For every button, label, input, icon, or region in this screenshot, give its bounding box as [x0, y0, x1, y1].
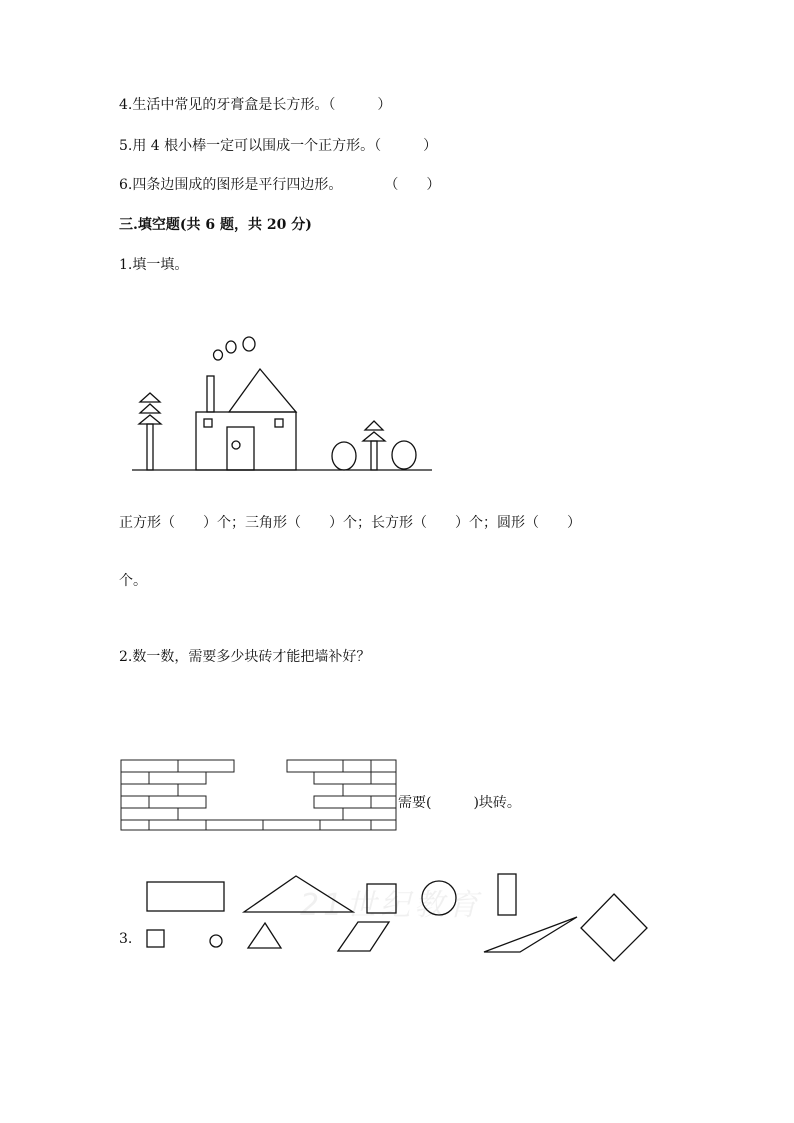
shape-triangle-small [248, 923, 281, 948]
tree-left [139, 393, 161, 470]
door-knob [232, 441, 240, 449]
fill1-prompt: 1.填一填。 [119, 257, 189, 273]
fill1-answer-line1: 正方形（ ）个；三角形（ ）个；长方形（ ）个；圆形（ ） [119, 515, 581, 531]
window-left [204, 419, 212, 427]
shape-triangle-large [244, 876, 353, 912]
question-5: 5.用 4 根小棒一定可以围成一个正方形。（ ） [119, 138, 438, 154]
shape-square-rotated [581, 894, 647, 961]
fill2-answer: 需要( )块砖。 [398, 795, 521, 811]
tree-right [363, 421, 385, 470]
question-4: 4.生活中常见的牙膏盒是长方形。（ ） [119, 97, 392, 113]
house-scene-figure [130, 330, 440, 480]
window-right [275, 419, 283, 427]
shape-rectangle-tall [498, 874, 516, 915]
fill2-prompt: 2.数一数，需要多少块砖才能把墙补好？ [119, 649, 371, 665]
shape-parallelogram [338, 922, 389, 951]
smoke-circle-small [214, 350, 223, 360]
shape-square-small [147, 930, 164, 947]
smoke-circle-large [243, 337, 255, 351]
door [227, 427, 254, 470]
chimney [207, 376, 214, 412]
fill3-number: 3. [119, 931, 133, 947]
bush-left [332, 442, 356, 470]
question-6: 6.四条边围成的图形是平行四边形。 （ ） [119, 177, 441, 193]
watermark: 21世纪教育 [300, 888, 483, 923]
shape-circle-large [422, 881, 456, 915]
roof-triangle [229, 369, 296, 412]
shapes-figure [140, 868, 655, 968]
section-heading: 三.填空题(共 6 题，共 20 分) [119, 217, 312, 233]
shape-triangle-obtuse [484, 917, 577, 952]
shape-rectangle-wide [147, 882, 224, 911]
bush-right [392, 441, 416, 469]
smoke-circle-medium [226, 341, 236, 353]
shape-square-medium [367, 884, 396, 913]
shape-circle-small [210, 935, 222, 947]
fill1-answer-line2: 个。 [119, 573, 147, 589]
brick-wall-figure [119, 758, 399, 832]
house-body [196, 412, 296, 470]
